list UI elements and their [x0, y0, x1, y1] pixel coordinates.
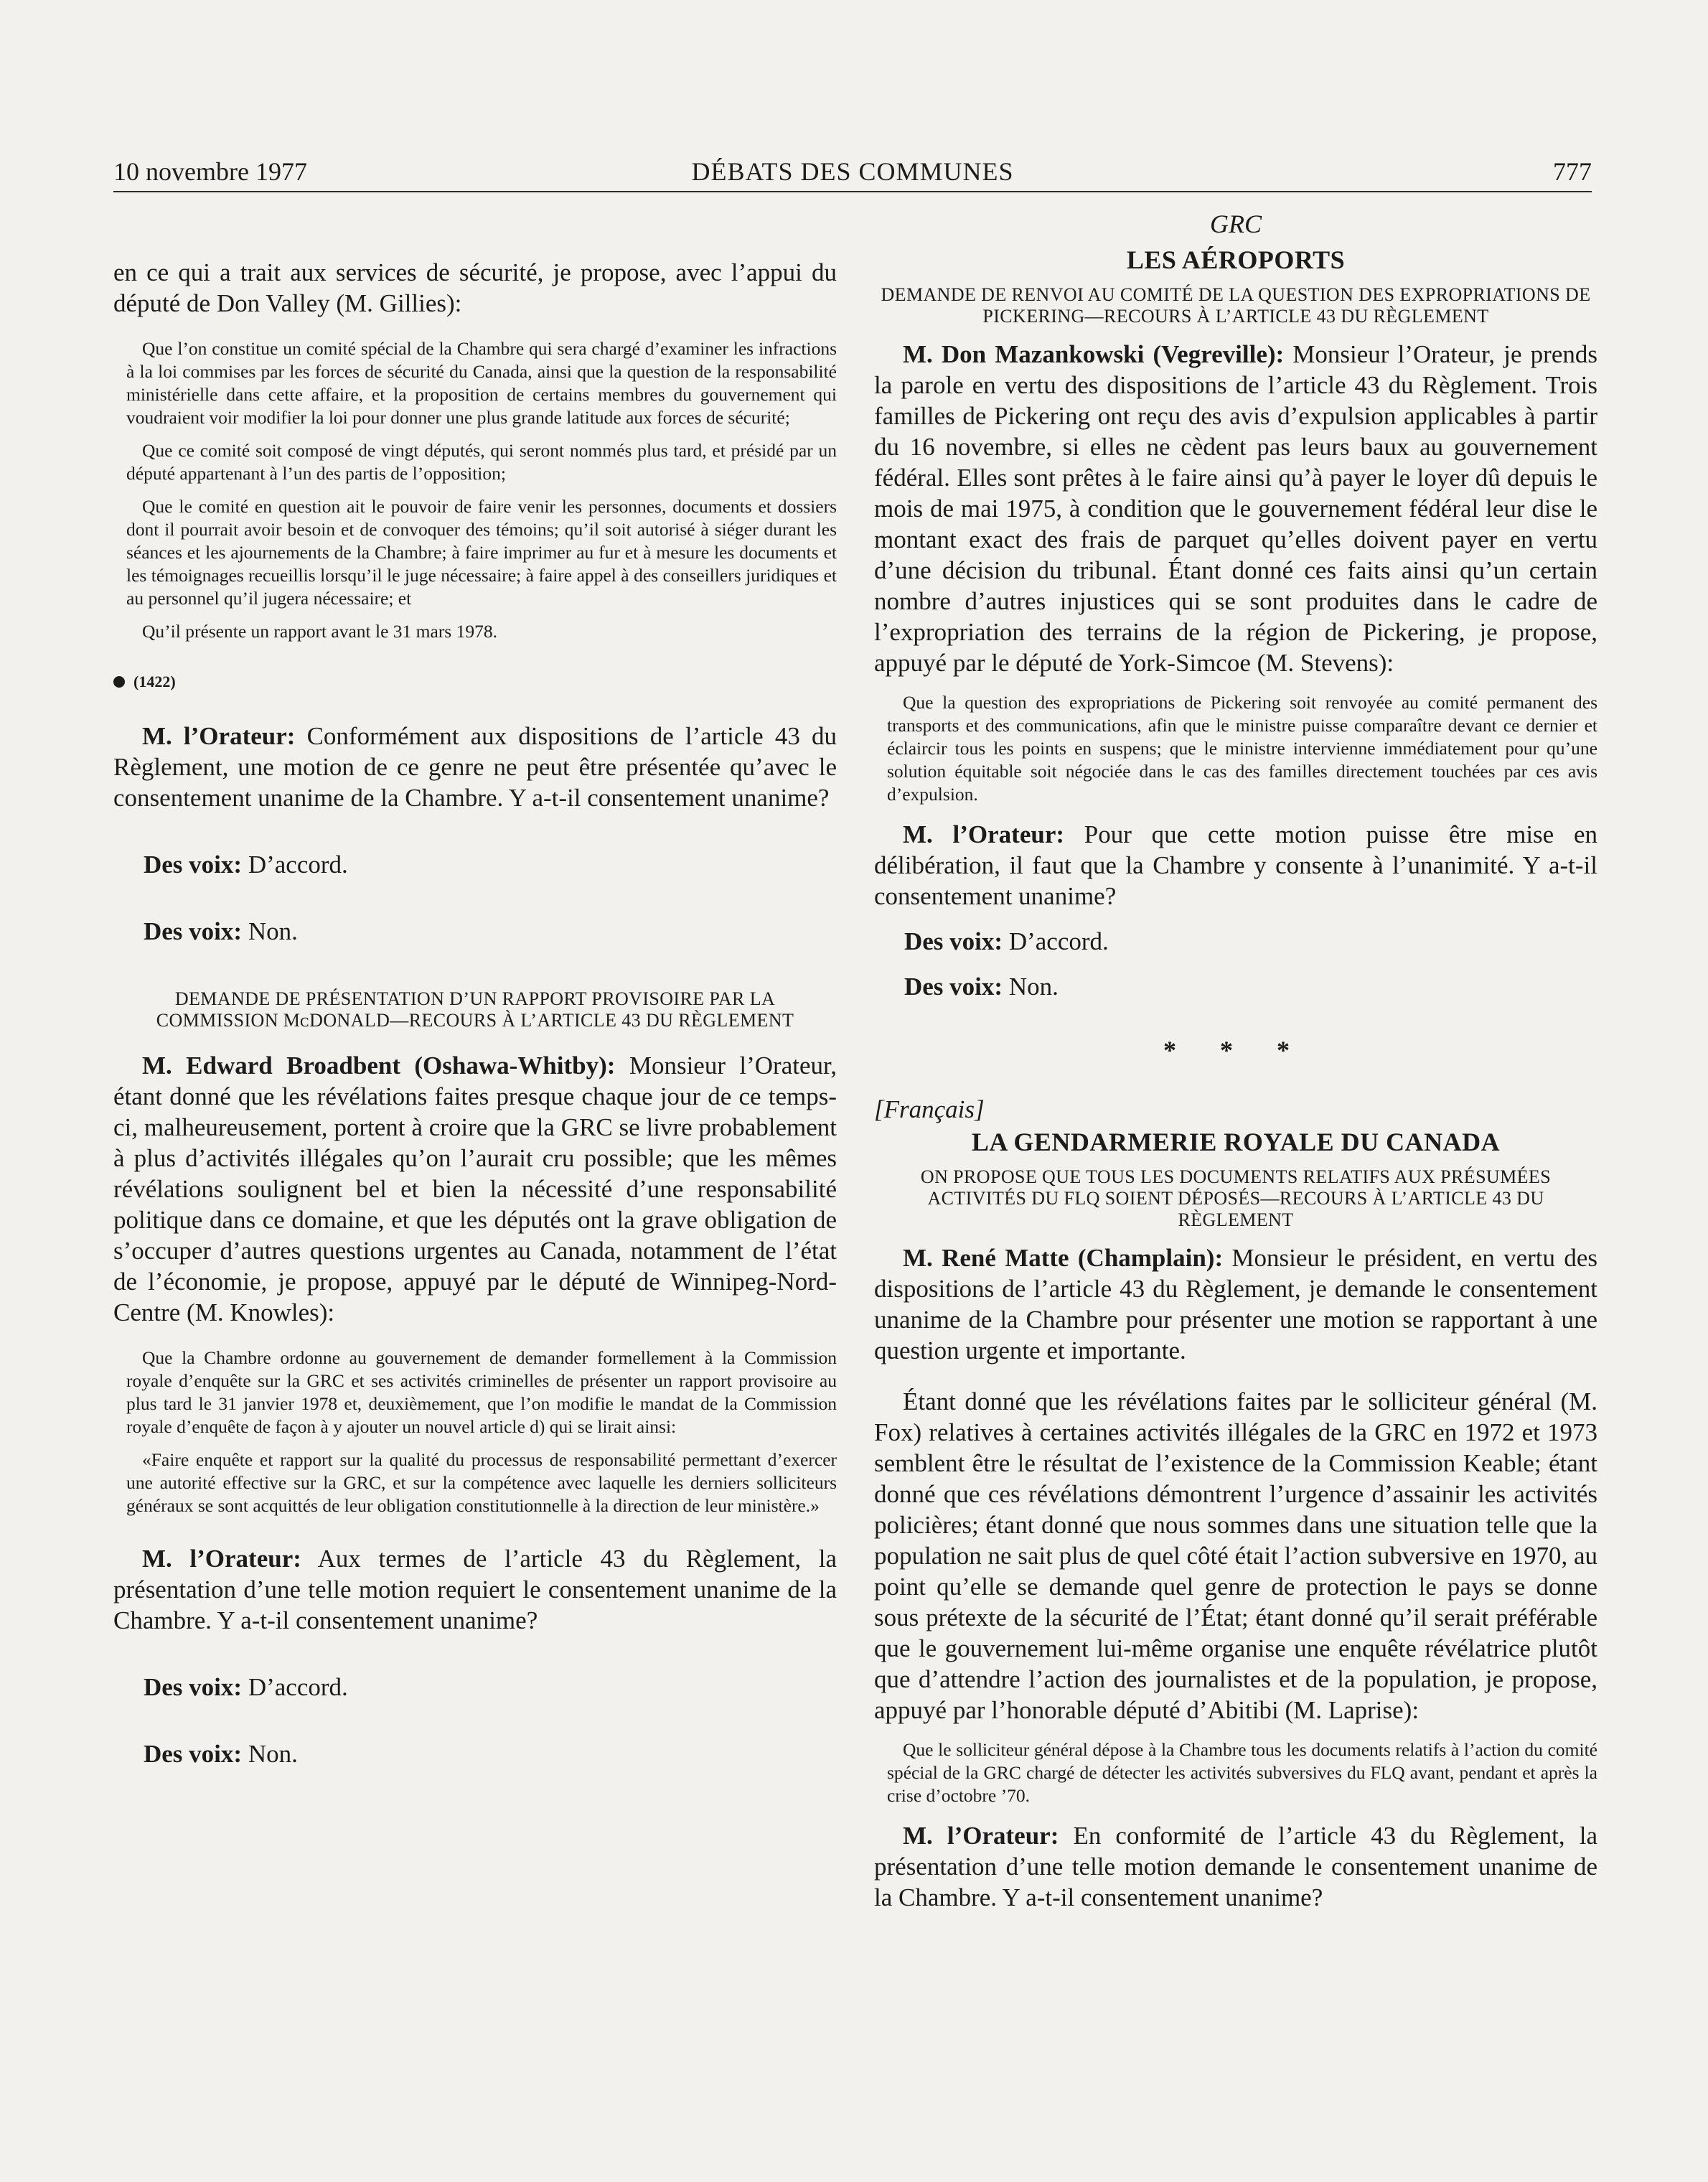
speech [113, 1543, 837, 1636]
motion-quote: «Faire enquête et rapport sur la qualité du processus de responsabilité permettant d’exercer une autorité effective sur la GRC, et sur la compétence avec laquelle les derniers solliciteurs généraux se sont acquittés de leur obligation constitutionnelle à la direction de leur ministère.» [126, 1449, 837, 1516]
speech-text: Monsieur l’Orateur, je prends la parole en vertu des dispositions de l’article 43 du Règlement. Trois familles de Pickering ont reçu des avis d’expulsion applicables à partir du 16 novembre, si elles ne cèdent pas leurs baux au gouvernement fédéral. Elles sont prêtes à le faire ainsi qu’à payer le loyer dû depuis le mois de mai 1975, à condition que le gouvernement fédéral leur dise le montant exact des frais de parquet qu’elles doivent payer en vertu d’une décision du tribunal. Étant donné ces faits ainsi qu’un certain nombre d’autres injustices qui se sont produites dans le cadre de l’expropriation des terrains de la région de Pickering, je propose, appuyé par le député de York-Simcoe (M. Stevens): [874, 340, 1597, 677]
paragraph: Étant donné que les révélations faites par le solliciteur général (M. Fox) relatives à certaines activités illégales de la GRC en 1972 et 1973 semblent être le résultat de l’existence de la Commission Keable; étant donné que ces révélations démontrent l’urgence d’assainir les activités policières; étant donné que nous sommes dans une situation telle que la population ne sait plus de quel côté était l’action subversive en 1970, au point qu’elle se demande quel genre de protection le pays se donne sous prétexte de la sécurité de l’État; étant donné qu’il serait préférable que le gouvernement lui-même organise une enquête révélatrice plutôt que d’attendre l’action des journalistes et de la population, je propose, appuyé par l’honorable député d’Abitibi (M. Laprise): [874, 1387, 1597, 1724]
speech [874, 339, 1597, 678]
section-title: LA GENDARMERIE ROYALE DU CANADA [971, 1128, 1501, 1156]
speech [874, 1820, 1597, 1913]
motion-quote: Que le solliciteur général dépose à la Chambre tous les documents relatifs à l’action du comité spécial de la GRC chargé de détecter les activités subversives du FLQ avant, pendant et après la crise d’octobre ’70. [887, 1739, 1597, 1806]
speaker-name: M. René Matte (Champlain): [903, 1244, 1224, 1272]
section-heading: ON PROPOSE QUE TOUS LES DOCUMENTS RELATIFS AUX PRÉSUMÉES ACTIVITÉS DU FLQ SOIENT DÉPOSÉS—RECOURS À L’ARTICLE 43 DU RÈGLEMENT [920, 1166, 1552, 1230]
speech [113, 721, 837, 813]
header-date: 10 novembre 1977 [113, 157, 307, 186]
speaker-name: Des voix: [144, 917, 243, 945]
speech [113, 1050, 837, 1328]
speaker-name: Des voix: [904, 973, 1003, 1001]
voices-line [113, 849, 837, 880]
speech-text: Conformément aux dispositions de l’article 43 du Règlement, une motion de ce genre ne peut être présentée qu’avec le consentement unanime de la Chambre. Y a-t-il consentement unanime? [113, 722, 837, 812]
speaker-name: M. Edward Broadbent (Oshawa-Whitby): [142, 1052, 616, 1080]
header-rule [113, 191, 1592, 192]
motion-quote: Qu’il présente un rapport avant le 31 mars 1978. [142, 621, 497, 642]
speech-text: Aux termes de l’article 43 du Règlement, la présentation d’une telle motion requiert le consentement unanime de la Chambre. Y a-t-il consentement unanime? [113, 1545, 837, 1634]
motion-quote: Que l’on constitue un comité spécial de la Chambre qui sera chargé d’examiner les infractions à la loi commises par les forces de sécurité du Canada, ainsi que la question de la responsabilité ministérielle dans cette affaire, et la proposition de certains membres du gouvernement qui voudraient voir modifier la loi pour donner une plus grande latitude aux forces de sécurité; [126, 338, 837, 428]
voices-text: D’accord. [242, 1673, 348, 1701]
speaker-name: M. l’Orateur: [903, 1822, 1059, 1850]
section-separator: * * * [1163, 1036, 1308, 1064]
voices-text: Non. [242, 1740, 298, 1768]
voices-text: Non. [1003, 973, 1059, 1001]
running-header [113, 156, 1592, 192]
voices-line [874, 926, 1597, 957]
speech-text: Monsieur l’Orateur, étant donné que les révélations faites presque chaque jour de ce temps-ci, malheureusement, portent à croire que la GRC se livre probablement à plus d’activités illégales qu’on l’aurait cru possible; que les mêmes révélations soulignent bel et bien la nécessité d’une responsabilité politique dans ce domaine, et que les députés ont la grave obligation de s’occuper d’autres questions urgentes au Canada, notamment de l’état de l’économie, je propose, appuyé par le député de Winnipeg-Nord-Centre (M. Knowles): [113, 1052, 837, 1326]
section-title: LES AÉROPORTS [1126, 245, 1346, 274]
voices-text: D’accord. [1003, 927, 1109, 955]
header-title: DÉBATS DES COMMUNES [691, 157, 1014, 186]
time-marker-text: (1422) [133, 673, 176, 690]
speaker-name: M. l’Orateur: [903, 820, 1065, 848]
motion-quote: Que ce comité soit composé de vingt députés, qui seront nommés plus tard, et présidé par un député appartenant à l’un des partis de l’opposition; [126, 440, 837, 484]
paragraph: en ce qui a trait aux services de sécurité, je propose, avec l’appui du député de Don Valley (M. Gillies): [113, 258, 837, 317]
voices-text: Non. [242, 917, 298, 945]
voices-text: D’accord. [242, 851, 348, 879]
speaker-name: M. l’Orateur: [142, 1545, 301, 1573]
motion-quote: Que le comité en question ait le pouvoir de faire venir les personnes, documents et dossiers dont il pourrait avoir besoin et de convoquer des témoins; qu’il soit autorisé à siéger durant les séances et les ajournements de la Chambre; à faire imprimer au fur et à mesure les documents et les témoignages recueillis lorsqu’il le juge nécessaire; à faire appel à des conseillers juridiques et au personnel qu’il jugera nécessaire; et [126, 496, 837, 609]
bullet-icon [113, 676, 125, 688]
speaker-name: Des voix: [904, 927, 1003, 955]
voices-line [113, 1672, 837, 1703]
page-number: 777 [1553, 157, 1592, 186]
voices-line [113, 916, 837, 947]
speech-text: Monsieur le président, en vertu des dispositions de l’article 43 du Règlement, je demande le consentement unanime de la Chambre pour présenter une motion se rapportant à une question urgente et importante. [874, 1244, 1597, 1364]
time-marker [113, 672, 837, 692]
speaker-name: M. Don Mazankowski (Vegreville): [903, 340, 1285, 368]
speech [874, 1242, 1597, 1366]
voices-line [113, 1738, 837, 1769]
speaker-name: M. l’Orateur: [142, 722, 296, 750]
left-column [113, 208, 837, 1769]
speech-text: Pour que cette motion puisse être mise en délibération, il faut que la Chambre y consente à l’unanimité. Y a-t-il consentement unanime? [874, 820, 1597, 910]
section-heading: DEMANDE DE PRÉSENTATION D’UN RAPPORT PROVISOIRE PAR LA COMMISSION MᴄDONALD—RECOURS À L’ARTICLE 43 DU RÈGLEMENT [156, 988, 794, 1031]
language-tag: [Français] [874, 1095, 985, 1123]
speaker-name: Des voix: [144, 1673, 243, 1701]
motion-quote: Que la Chambre ordonne au gouvernement de demander formellement à la Commission royale d’enquête sur la GRC et ses activités criminelles de présenter un rapport provisoire au plus tard le 31 janvier 1978 et, deuxièmement, que l’on modifie le mandat de la Commission royale d’enquête de façon à y ajouter un nouvel article d) qui se lirait ainsi: [126, 1347, 837, 1437]
speaker-name: Des voix: [144, 851, 243, 879]
speaker-name: Des voix: [144, 1740, 243, 1768]
section-heading: DEMANDE DE RENVOI AU COMITÉ DE LA QUESTION DES EXPROPRIATIONS DE PICKERING—RECOURS À L’ARTICLE 43 DU RÈGLEMENT [881, 284, 1591, 327]
speech-text: En conformité de l’article 43 du Règlement, la présentation d’une telle motion demande le consentement unanime de la Chambre. Y a-t-il consentement unanime? [874, 1822, 1597, 1911]
motion-quote: Que la question des expropriations de Pickering soit renvoyée au comité permanent des transports et des communications, afin que le ministre puisse comparaître devant ce dernier et éclaircir tous les points en suspens; que le ministre intervienne immédiatement pour qu’une solution équitable soit négociée dans le cas des familles directement touchées par ces avis d’expulsion. [887, 692, 1597, 805]
rubric: GRC [1210, 210, 1262, 238]
speech [874, 819, 1597, 912]
right-column [874, 208, 1597, 1913]
voices-line [874, 971, 1597, 1002]
